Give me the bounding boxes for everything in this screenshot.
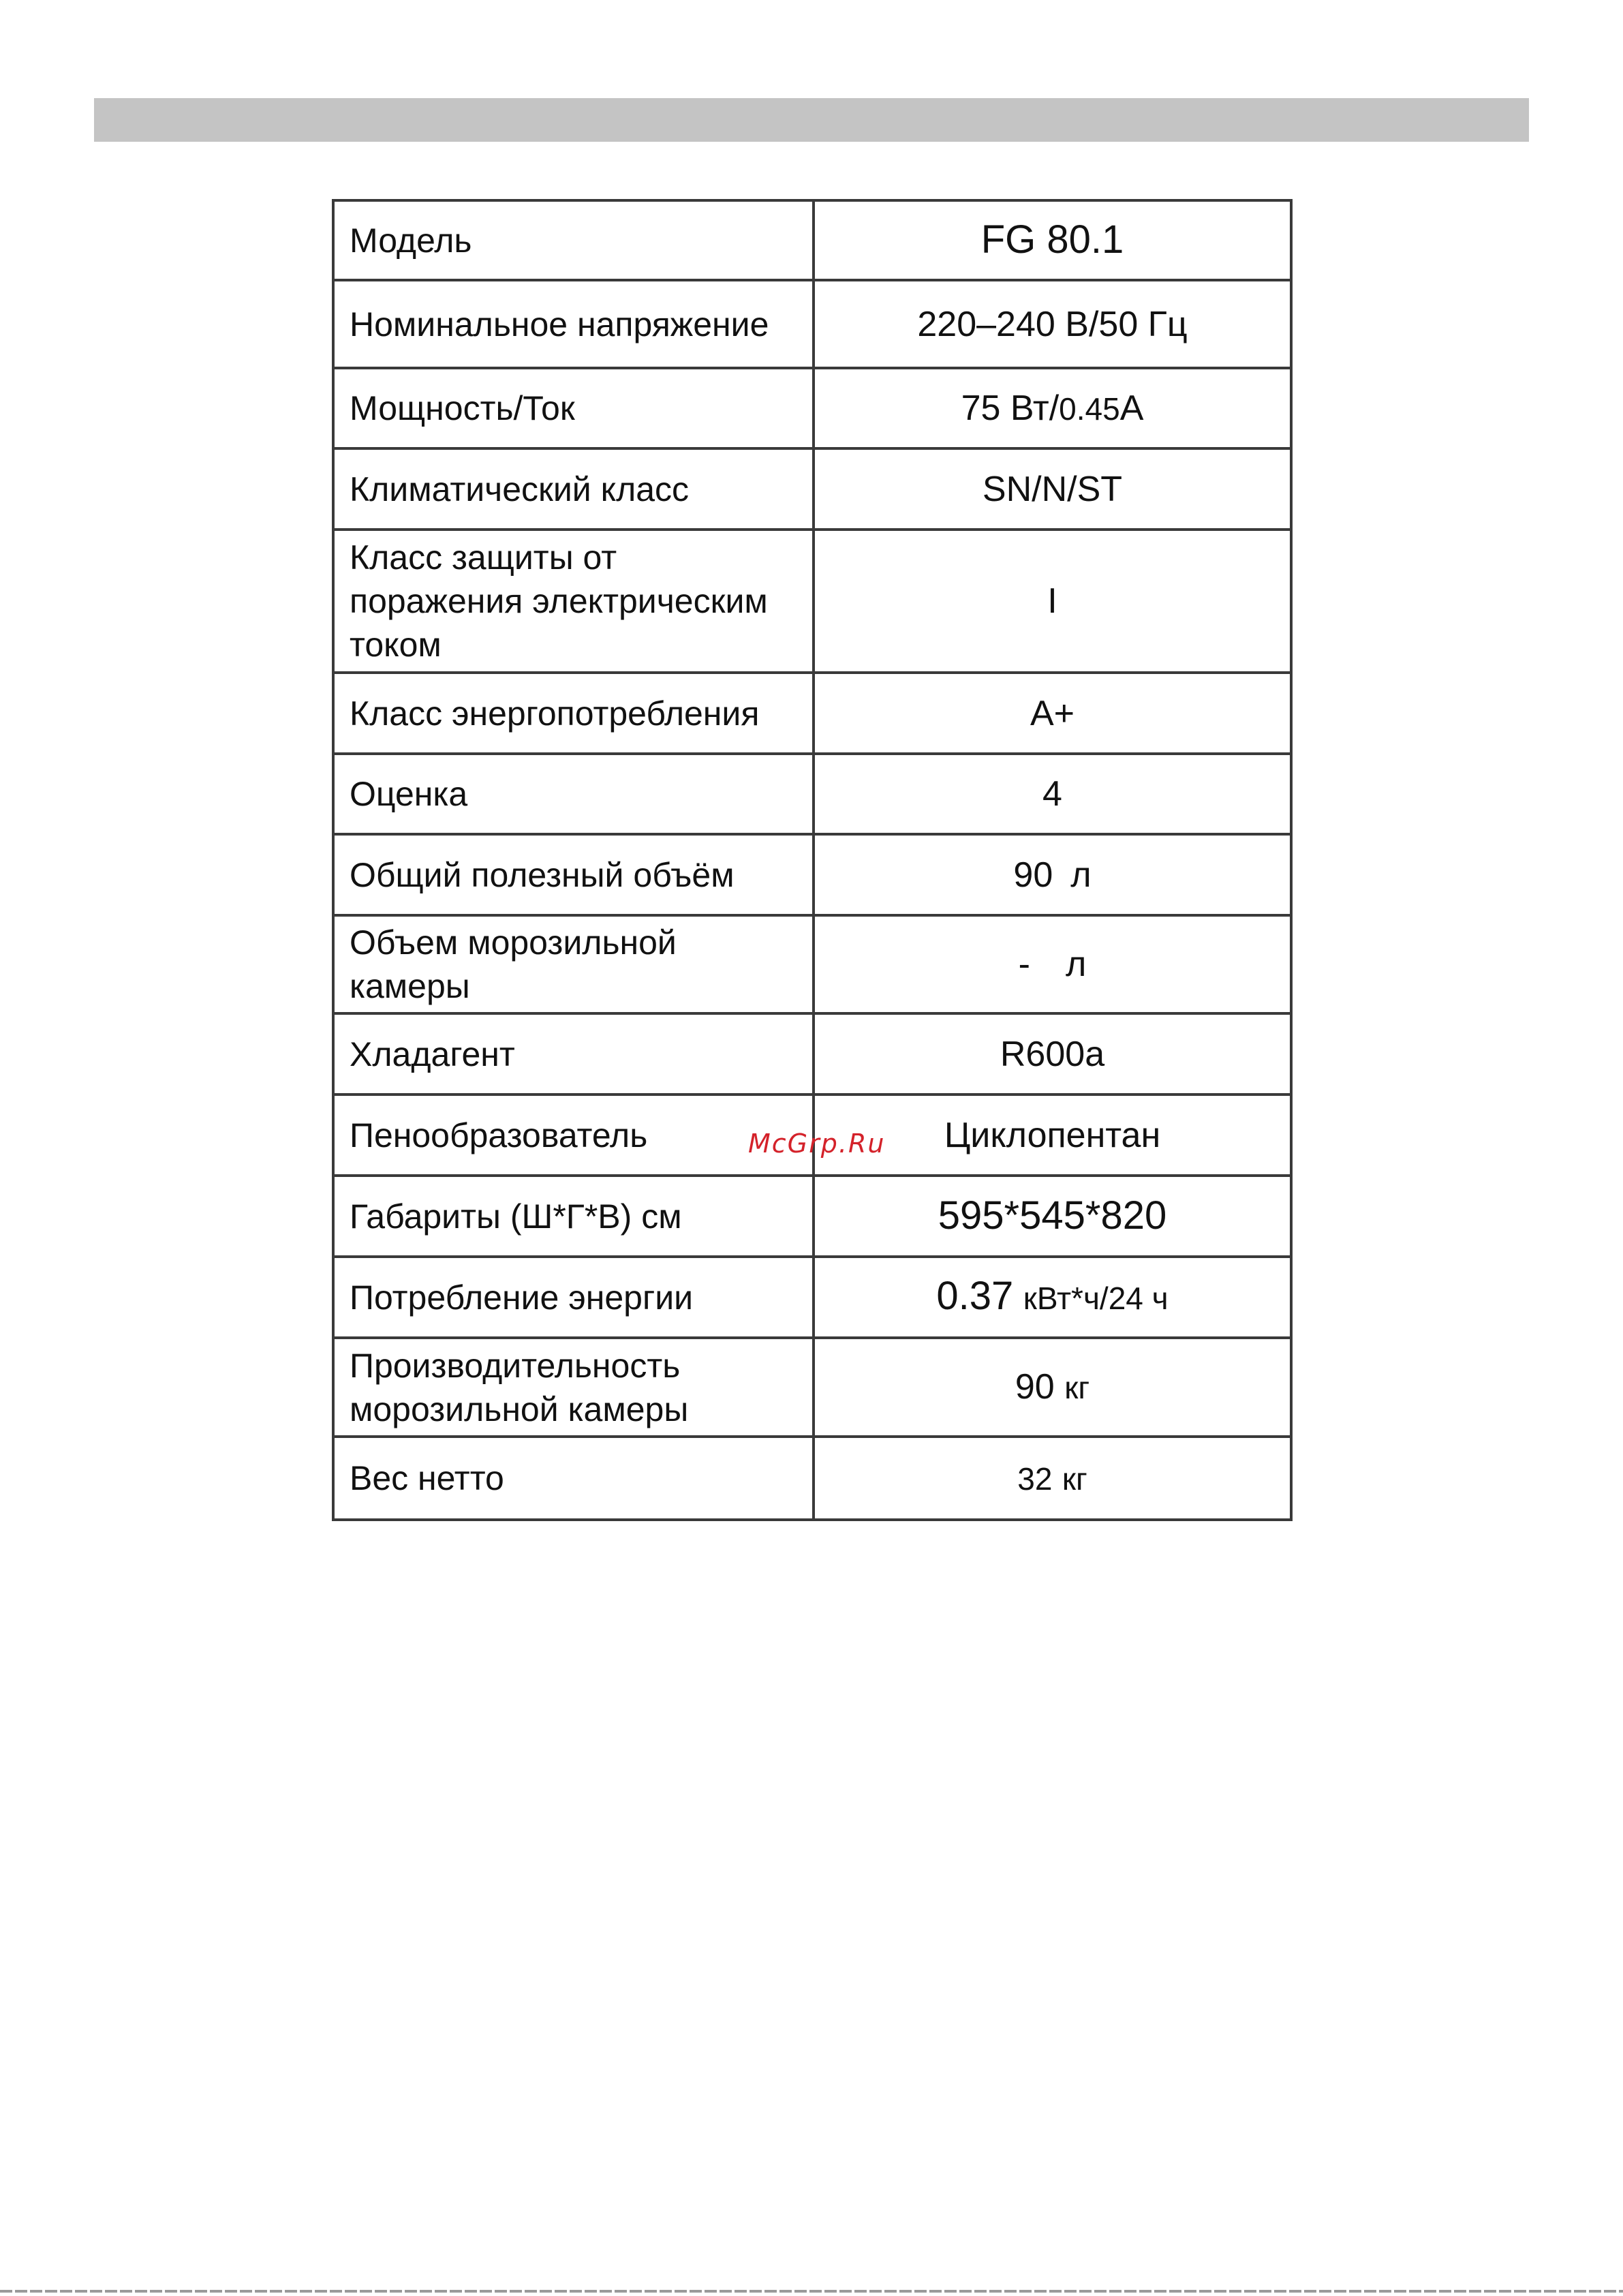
energy-consumption-value: 0.37 bbox=[936, 1274, 1014, 1318]
spec-label: Общий полезный объём bbox=[333, 834, 814, 915]
bottom-rule bbox=[0, 2290, 1623, 2293]
table-row-net-weight bbox=[333, 1437, 1291, 1520]
energy-consumption-unit: кВт*ч/24 ч bbox=[1023, 1281, 1169, 1316]
table-row-model bbox=[333, 200, 1291, 280]
spec-label: Габариты (Ш*Г*В) см bbox=[333, 1176, 814, 1257]
spec-label: Мощность/Ток bbox=[333, 368, 814, 448]
spec-label-line: морозильной камеры bbox=[350, 1390, 689, 1428]
spec-label: Номинальное напряжение bbox=[333, 280, 814, 368]
table-row-power bbox=[333, 368, 1291, 448]
spec-value bbox=[814, 1176, 1291, 1257]
table-row-refrigerant bbox=[333, 1013, 1291, 1095]
net-weight-unit: кг bbox=[1062, 1460, 1087, 1497]
spec-label: Класс энергопотребления bbox=[333, 673, 814, 754]
spec-value bbox=[814, 1257, 1291, 1338]
table-row-freezer-capacity bbox=[333, 1338, 1291, 1437]
spec-value: SN/N/ST bbox=[814, 448, 1291, 530]
spec-value bbox=[814, 368, 1291, 448]
spec-label bbox=[333, 1338, 814, 1437]
power-watts: 75 bbox=[961, 388, 1001, 428]
model-value: FG 80.1 bbox=[980, 217, 1124, 262]
freezer-capacity-value: 90 bbox=[1015, 1367, 1055, 1407]
watermark: McGrp.Ru bbox=[748, 1129, 886, 1159]
power-watts-unit: Вт/ bbox=[1010, 388, 1060, 428]
spec-label bbox=[333, 915, 814, 1013]
total-volume-value: 90 bbox=[1013, 855, 1053, 895]
spec-value: Циклопентан bbox=[814, 1095, 1291, 1176]
spec-label: Модель bbox=[333, 200, 814, 280]
spec-label-line: Класс защиты от bbox=[350, 538, 617, 577]
spec-label: Потребление энергии bbox=[333, 1257, 814, 1338]
spec-label: Вес нетто bbox=[333, 1437, 814, 1520]
freezer-capacity-unit: кг bbox=[1064, 1370, 1090, 1405]
spec-value bbox=[814, 1338, 1291, 1437]
spec-table bbox=[332, 199, 1293, 1521]
spec-label-line: камеры bbox=[350, 967, 470, 1005]
spec-label: Климатический класс bbox=[333, 448, 814, 530]
table-row-protection-class bbox=[333, 530, 1291, 673]
dimensions-value: 595*545*820 bbox=[938, 1193, 1167, 1238]
spec-value: I bbox=[814, 530, 1291, 673]
spec-value bbox=[814, 915, 1291, 1013]
spec-value: R600a bbox=[814, 1013, 1291, 1095]
spec-value: 220–240 В/50 Гц bbox=[814, 280, 1291, 368]
freezer-volume-unit: л bbox=[1065, 945, 1087, 984]
table-row-energy-consumption bbox=[333, 1257, 1291, 1338]
freezer-volume-value: - bbox=[1018, 945, 1030, 984]
table-row-voltage bbox=[333, 280, 1291, 368]
spec-value bbox=[814, 200, 1291, 280]
spec-label-line: поражения электрическим bbox=[350, 582, 768, 620]
table-row-climate-class bbox=[333, 448, 1291, 530]
power-current-unit: А bbox=[1119, 388, 1144, 428]
table-row-freezer-volume bbox=[333, 915, 1291, 1013]
spec-label-line: Объем морозильной bbox=[350, 923, 677, 962]
table-row-dimensions bbox=[333, 1176, 1291, 1257]
spec-label: Оценка bbox=[333, 754, 814, 834]
table-row-total-volume bbox=[333, 834, 1291, 915]
spec-value bbox=[814, 1437, 1291, 1520]
header-bar bbox=[94, 98, 1529, 142]
spec-label: Хладагент bbox=[333, 1013, 814, 1095]
power-current: 0.45 bbox=[1059, 391, 1120, 427]
spec-value: А+ bbox=[814, 673, 1291, 754]
spec-label-line: током bbox=[350, 626, 442, 664]
spec-label-line: Производительность bbox=[350, 1346, 681, 1385]
spec-value bbox=[814, 834, 1291, 915]
total-volume-unit: л bbox=[1070, 855, 1092, 895]
spec-value: 4 bbox=[814, 754, 1291, 834]
spec-label bbox=[333, 530, 814, 673]
spec-label: Пенообразователь bbox=[333, 1095, 814, 1176]
table-row-rating bbox=[333, 754, 1291, 834]
table-row-energy-class bbox=[333, 673, 1291, 754]
net-weight-value: 32 bbox=[1017, 1460, 1053, 1497]
